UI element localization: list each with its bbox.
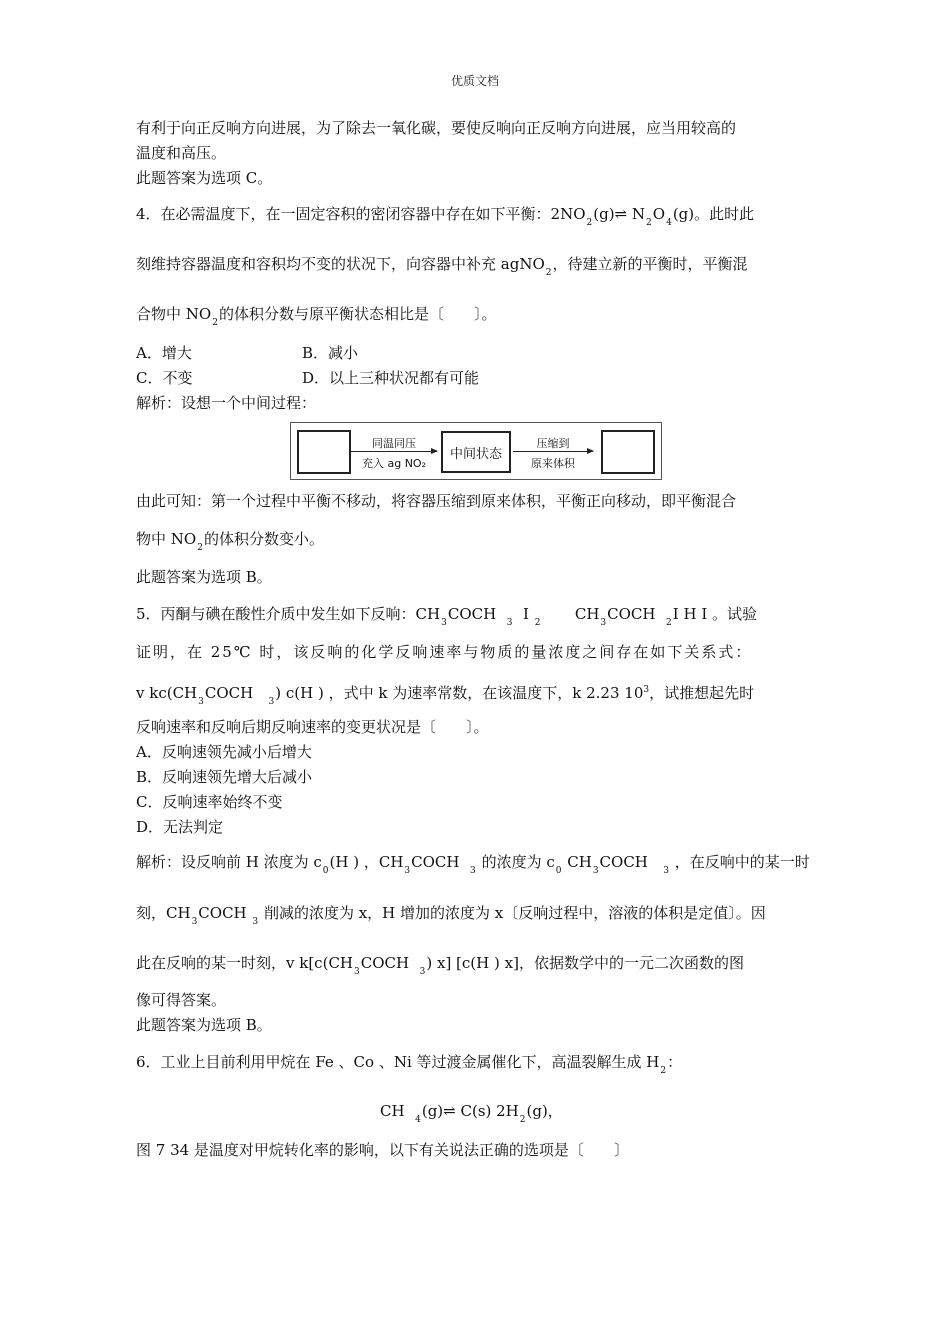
question-4-line-2: 刻维持容器温度和容积均不变的状况下，向容器中补充 agNO$_2$，待建立新的平衡时，平衡混 <box>136 255 748 278</box>
analysis-5-line-1: 解析：设反响前 H 浓度为 $c_0(H$ ) ，$CH_3COCH$ $_3$ 的浓度为 $c_0$ $CH_3COCH$ $_3$ ，在反响中的某一时 <box>136 853 810 876</box>
question-4-line-3: 合物中 $NO_2$的体积分数与原平衡状态相比是〔 〕。 <box>136 305 497 328</box>
analysis-5-line-3: 此在反响的某一时刻，v $k[c(CH_3COCH$ $_3$) x] [c(H ) x]，依据数学中的一元二次函数的图 <box>136 954 744 977</box>
option-d: D．以上三种状况都有可能 <box>302 369 480 387</box>
arrow-1-bottom-label: 充入 ag NO₂ <box>361 457 426 470</box>
analysis-5-line-2: 刻，$CH_3COCH$ $_3$ 削减的浓度为 x，H 增加的浓度为 x〔反响过程中，溶液的体积是定值〕。因 <box>136 904 766 927</box>
option-b: B．反响速领先增大后减小 <box>136 768 313 786</box>
analysis-line: 解析：设想一个中间过程： <box>136 394 317 412</box>
arrow-1-top-label: 同温同压 <box>372 437 416 450</box>
reaction-equation: CH $_4$(g)⇌ C(s) $2H_2(g)$， <box>380 1102 563 1125</box>
question-6-line-2: 图 7 34 是温度对甲烷转化率的影响，以下有关说法正确的选项是〔 〕 <box>136 1141 629 1159</box>
conclusion-line-1: 由此可知：第一个过程中平衡不移动，将容器压缩到原来体积，平衡正向移动，即平衡混合 <box>136 492 737 510</box>
option-a: A．反响速领先减小后增大 <box>136 743 312 761</box>
final-state-box <box>601 430 655 474</box>
option-d: D．无法判定 <box>136 818 224 836</box>
question-5-line-2: 证明，在 25℃ 时，该反响的化学反响速率与物质的量浓度之间存在如下关系式： <box>136 643 753 661</box>
arrow-2-bottom-label: 原来体积 <box>531 457 575 470</box>
option-c: C．反响速率始终不变 <box>136 793 283 811</box>
question-5-line-1: 5．丙酮与碘在酸性介质中发生如下反响：$CH_3COCH$ $_3$ I $_2$ $CH_3COCH$ $_2$I H I 。试验 <box>136 605 758 628</box>
initial-state-box <box>297 430 351 474</box>
answer-line: 此题答案为选项 B。 <box>136 1016 272 1034</box>
option-c: C．不变 <box>136 369 193 387</box>
answer-line: 此题答案为选项 B。 <box>136 568 272 586</box>
answer-line: 此题答案为选项 C。 <box>136 169 273 187</box>
option-a: A．增大 <box>136 344 192 362</box>
text-line: 有利于向正反响方向进展，为了除去一氧化碳，要使反响向正反响方向进展，应当用较高的 <box>136 119 737 137</box>
question-5-line-3: v $kc(CH_3COCH$ $_3$) c(H ) ，式中 k 为速率常数，在该温度下，k 2.23 $10^3$，试推想起先时 <box>136 684 755 707</box>
conclusion-line-2: 物中 $NO_2$的体积分数变小。 <box>136 530 324 553</box>
page-header: 优质文档 <box>450 74 499 88</box>
question-4-line-1: 4．在必需温度下，在一固定容积的密闭容器中存在如下平衡：$2NO_2(g)\rightleftharpoons$ $N_2O_4(g)$。此时此 <box>136 205 755 228</box>
question-5-line-4: 反响速率和反响后期反响速率的变更状况是〔 〕。 <box>136 718 489 736</box>
middle-state-box: 中间状态 <box>441 431 511 473</box>
arrow-1 <box>351 451 437 452</box>
option-b: B．减小 <box>302 344 359 362</box>
process-diagram <box>290 422 662 480</box>
question-6-line-1: 6．工业上目前利用甲烷在 Fe 、Co 、Ni 等过渡金属催化下，高温裂解生成 $H_2$： <box>136 1053 683 1076</box>
arrow-2-top-label: 压缩到 <box>536 437 570 450</box>
arrow-2 <box>513 451 593 452</box>
analysis-5-line-4: 像可得答案。 <box>136 991 227 1009</box>
text-line: 温度和高压。 <box>136 144 227 162</box>
